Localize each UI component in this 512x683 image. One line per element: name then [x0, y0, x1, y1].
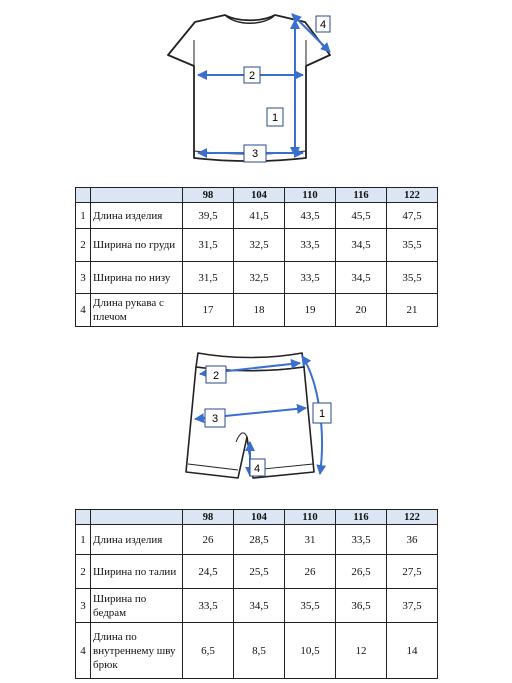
table-row: [76, 229, 438, 262]
size-value: 34,5: [234, 589, 285, 623]
size-value: 28,5: [234, 525, 285, 555]
tshirt-label-4: 4: [319, 19, 327, 31]
parameter-name: Длина рукава с плечом: [91, 294, 183, 327]
size-value: 34,5: [336, 229, 387, 262]
table-row: [76, 589, 438, 623]
table-row: [76, 555, 438, 589]
parameter-name: Ширина по груди: [91, 229, 183, 262]
tshirt-label-3: 3: [251, 148, 259, 160]
shorts-label-1: 1: [318, 408, 326, 420]
size-value: 24,5: [183, 555, 234, 589]
size-value: 47,5: [387, 203, 438, 229]
header-cell: [91, 188, 183, 203]
header-cell: 98: [183, 188, 234, 203]
row-number: 1: [76, 525, 91, 555]
size-value: 35,5: [285, 589, 336, 623]
size-value: 21: [387, 294, 438, 327]
table-header-row: [76, 188, 438, 203]
size-value: 14: [387, 623, 438, 679]
tshirt-label-1: 1: [271, 112, 279, 124]
size-value: 27,5: [387, 555, 438, 589]
tshirt-size-table: [75, 187, 438, 327]
parameter-name: Длина изделия: [91, 525, 183, 555]
table-row: [76, 623, 438, 679]
size-value: 37,5: [387, 589, 438, 623]
row-number: 2: [76, 229, 91, 262]
size-value: 6,5: [183, 623, 234, 679]
header-cell: 122: [387, 188, 438, 203]
row-number: 3: [76, 589, 91, 623]
tshirt-outline: [168, 15, 330, 161]
parameter-name: Длина изделия: [91, 203, 183, 229]
shorts-diagram: [0, 345, 512, 485]
size-value: 32,5: [234, 262, 285, 294]
tshirt-diagram: [0, 0, 512, 180]
table-row: [76, 525, 438, 555]
row-number: 4: [76, 623, 91, 679]
header-cell: 110: [285, 188, 336, 203]
tshirt-label-2: 2: [248, 70, 256, 82]
parameter-name: Ширина по низу: [91, 262, 183, 294]
header-cell: 104: [234, 188, 285, 203]
size-value: 31,5: [183, 262, 234, 294]
size-value: 39,5: [183, 203, 234, 229]
size-value: 34,5: [336, 262, 387, 294]
size-value: 17: [183, 294, 234, 327]
size-value: 12: [336, 623, 387, 679]
size-value: 26: [183, 525, 234, 555]
size-value: 8,5: [234, 623, 285, 679]
size-value: 31: [285, 525, 336, 555]
shorts-label-2: 2: [212, 370, 220, 382]
parameter-name: Ширина по талии: [91, 555, 183, 589]
header-cell: 116: [336, 188, 387, 203]
size-value: 20: [336, 294, 387, 327]
size-value: 26,5: [336, 555, 387, 589]
size-value: 33,5: [285, 229, 336, 262]
header-cell: 122: [387, 510, 438, 525]
header-cell: [76, 188, 91, 203]
size-value: 26: [285, 555, 336, 589]
size-value: 45,5: [336, 203, 387, 229]
table-row: [76, 203, 438, 229]
header-cell: 110: [285, 510, 336, 525]
size-value: 31,5: [183, 229, 234, 262]
size-value: 25,5: [234, 555, 285, 589]
size-value: 35,5: [387, 262, 438, 294]
size-value: 41,5: [234, 203, 285, 229]
size-value: 18: [234, 294, 285, 327]
header-cell: [91, 510, 183, 525]
table-row: [76, 294, 438, 327]
parameter-name: Ширина по бедрам: [91, 589, 183, 623]
shorts-label-4: 4: [253, 463, 261, 475]
size-value: 33,5: [183, 589, 234, 623]
size-value: 36,5: [336, 589, 387, 623]
table-row: [76, 262, 438, 294]
shorts-size-table: [75, 509, 438, 679]
size-value: 36: [387, 525, 438, 555]
shorts-label-3: 3: [211, 413, 219, 425]
header-cell: 116: [336, 510, 387, 525]
row-number: 2: [76, 555, 91, 589]
header-cell: 98: [183, 510, 234, 525]
size-value: 43,5: [285, 203, 336, 229]
header-cell: [76, 510, 91, 525]
size-value: 10,5: [285, 623, 336, 679]
size-value: 35,5: [387, 229, 438, 262]
row-number: 1: [76, 203, 91, 229]
header-cell: 104: [234, 510, 285, 525]
size-value: 33,5: [336, 525, 387, 555]
row-number: 4: [76, 294, 91, 327]
size-value: 33,5: [285, 262, 336, 294]
size-value: 32,5: [234, 229, 285, 262]
row-number: 3: [76, 262, 91, 294]
table-header-row: [76, 510, 438, 525]
parameter-name: Длина по внутреннему шву брюк: [91, 623, 183, 679]
size-value: 19: [285, 294, 336, 327]
